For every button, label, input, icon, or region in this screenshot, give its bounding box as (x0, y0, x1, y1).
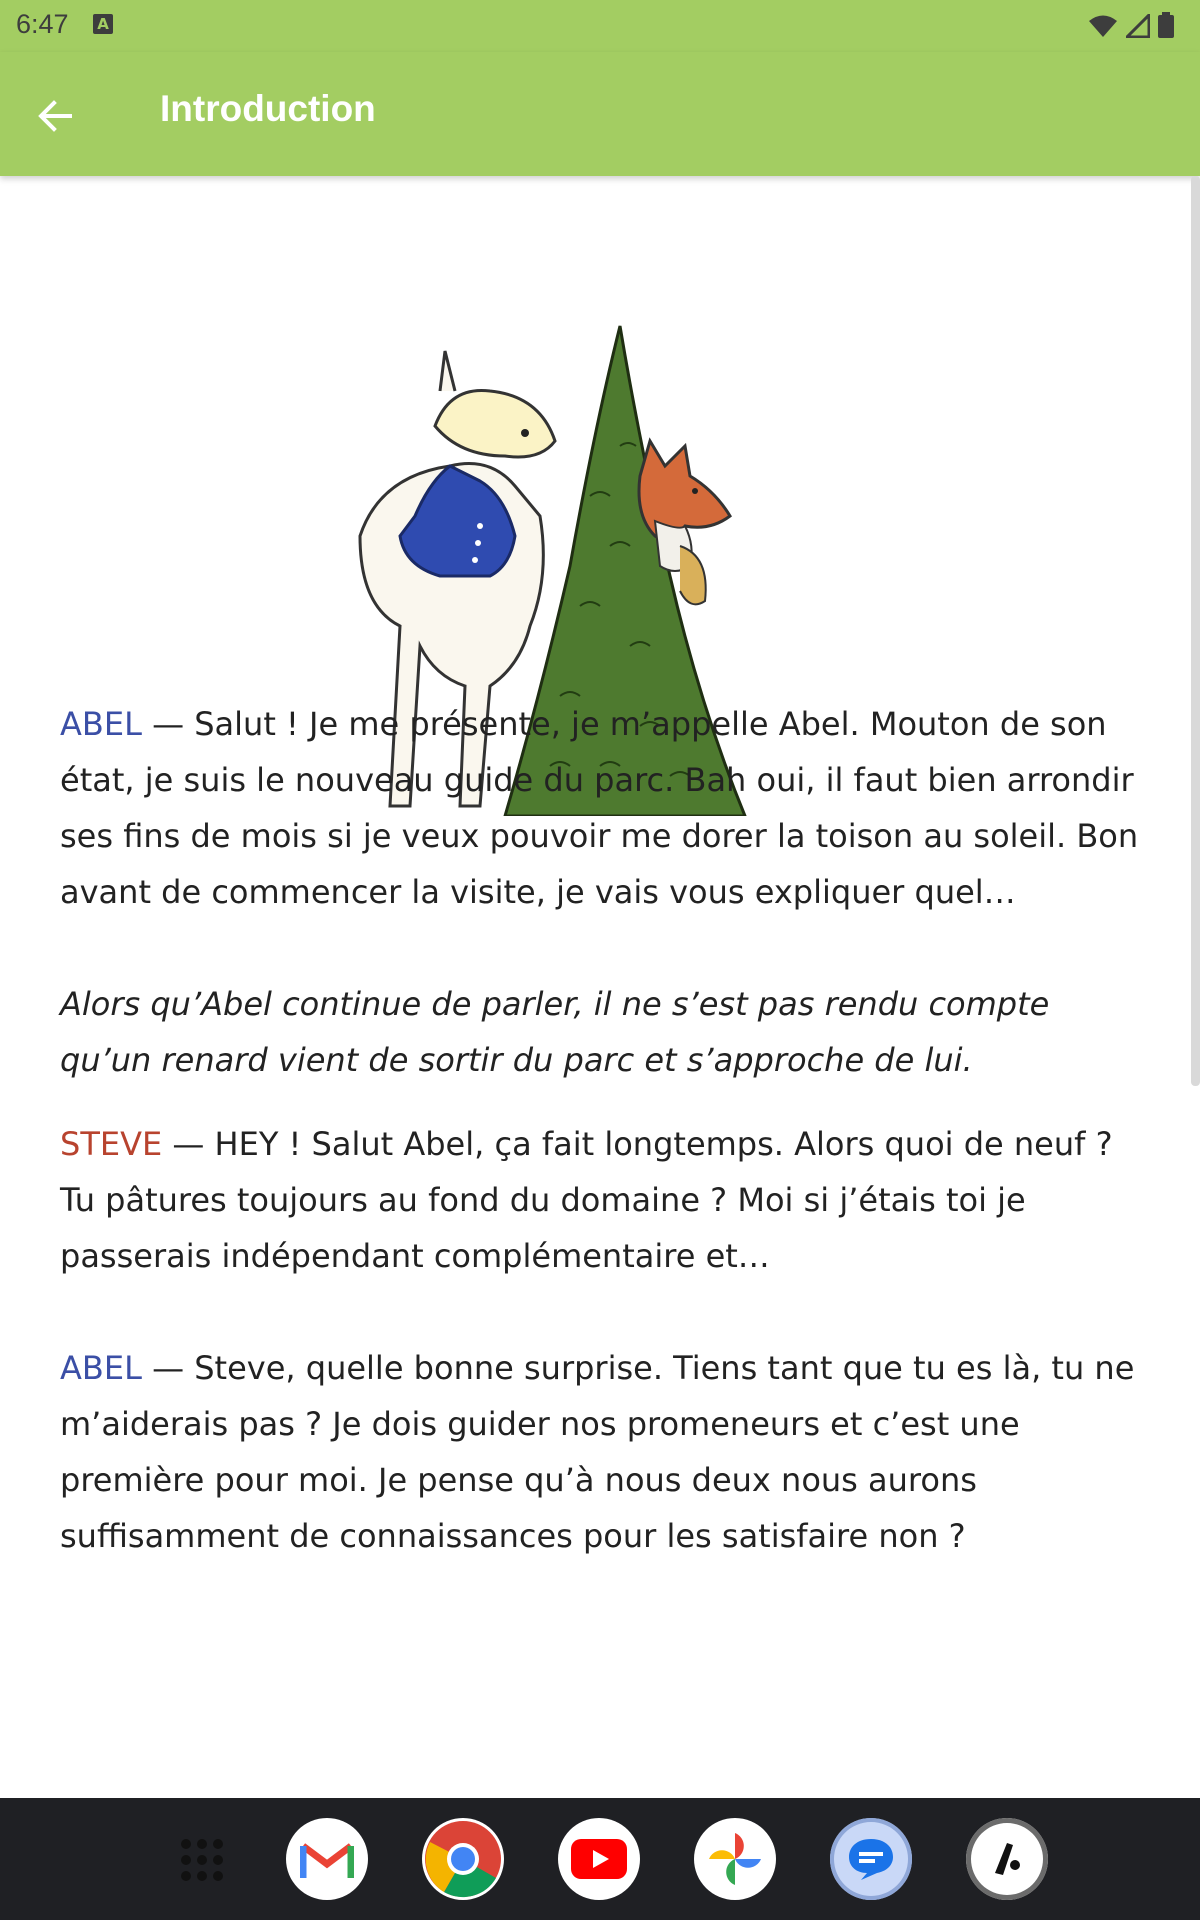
narration-text: Alors qu’Abel continue de parler, il ne s’est pas rendu compte qu’un renard vient de sortir du parc et s’approche de lui. (60, 985, 1050, 1079)
system-icons (1088, 12, 1174, 38)
dialogue-text: HEY ! Salut Abel, ça fait longtemps. Alors quoi de neuf ? Tu pâtures toujours au fond du domaine ? Moi si j’étais toi je passerais indépendant complémentaire et… (60, 1125, 1113, 1275)
text-a-icon: A (93, 14, 113, 34)
story-content[interactable] (0, 176, 1200, 1798)
app-drawer-icon[interactable] (180, 1838, 224, 1882)
status-time: 6:47 (16, 9, 69, 39)
speaker-name: STEVE (60, 1125, 163, 1163)
speaker-separator: — (141, 1349, 195, 1387)
app-icon[interactable] (966, 1818, 1048, 1900)
speaker-separator: — (141, 705, 195, 743)
fox (639, 441, 730, 539)
app-bar (0, 52, 1200, 176)
narration-block (60, 976, 1140, 1088)
dialogue-block-1 (60, 696, 1140, 920)
speaker-separator: — (162, 1125, 215, 1163)
bottom-dock (0, 1798, 1200, 1920)
chrome-icon[interactable] (422, 1818, 504, 1900)
speaker-name: ABEL (60, 1349, 142, 1387)
photos-icon[interactable] (694, 1818, 776, 1900)
gmail-icon[interactable] (286, 1818, 368, 1900)
dialogue-text: Steve, quelle bonne surprise. Tiens tant que tu es là, tu ne m’aiderais pas ? Je dois guider nos promeneurs et c’est une première pour moi. Je pense qu’à nous deux nous aurons suffisamment de connaissances pour les satisfaire non ? (60, 1349, 1135, 1555)
scrollbar[interactable] (1191, 176, 1200, 1086)
dialogue-text: Salut ! Je me présente, je m’appelle Abel. Mouton de son état, je suis le nouveau guide du parc. Bah oui, il faut bien arrondir ses fins de mois si je veux pouvoir me dorer la toison au soleil. Bon avant de commencer la visite, je vais vous expliquer quel… (60, 705, 1139, 911)
dialogue-block-2 (60, 1116, 1140, 1284)
dialogue-block-3 (60, 1340, 1140, 1564)
wifi-icon (1088, 14, 1118, 38)
status-bar (0, 0, 1200, 52)
signal-icon (1126, 14, 1150, 38)
speaker-name: ABEL (60, 705, 142, 743)
youtube-icon[interactable] (558, 1818, 640, 1900)
page-title: Introduction (160, 88, 376, 129)
messages-icon[interactable] (830, 1818, 912, 1900)
battery-icon (1158, 12, 1174, 38)
arrow-left-icon[interactable] (32, 92, 80, 140)
